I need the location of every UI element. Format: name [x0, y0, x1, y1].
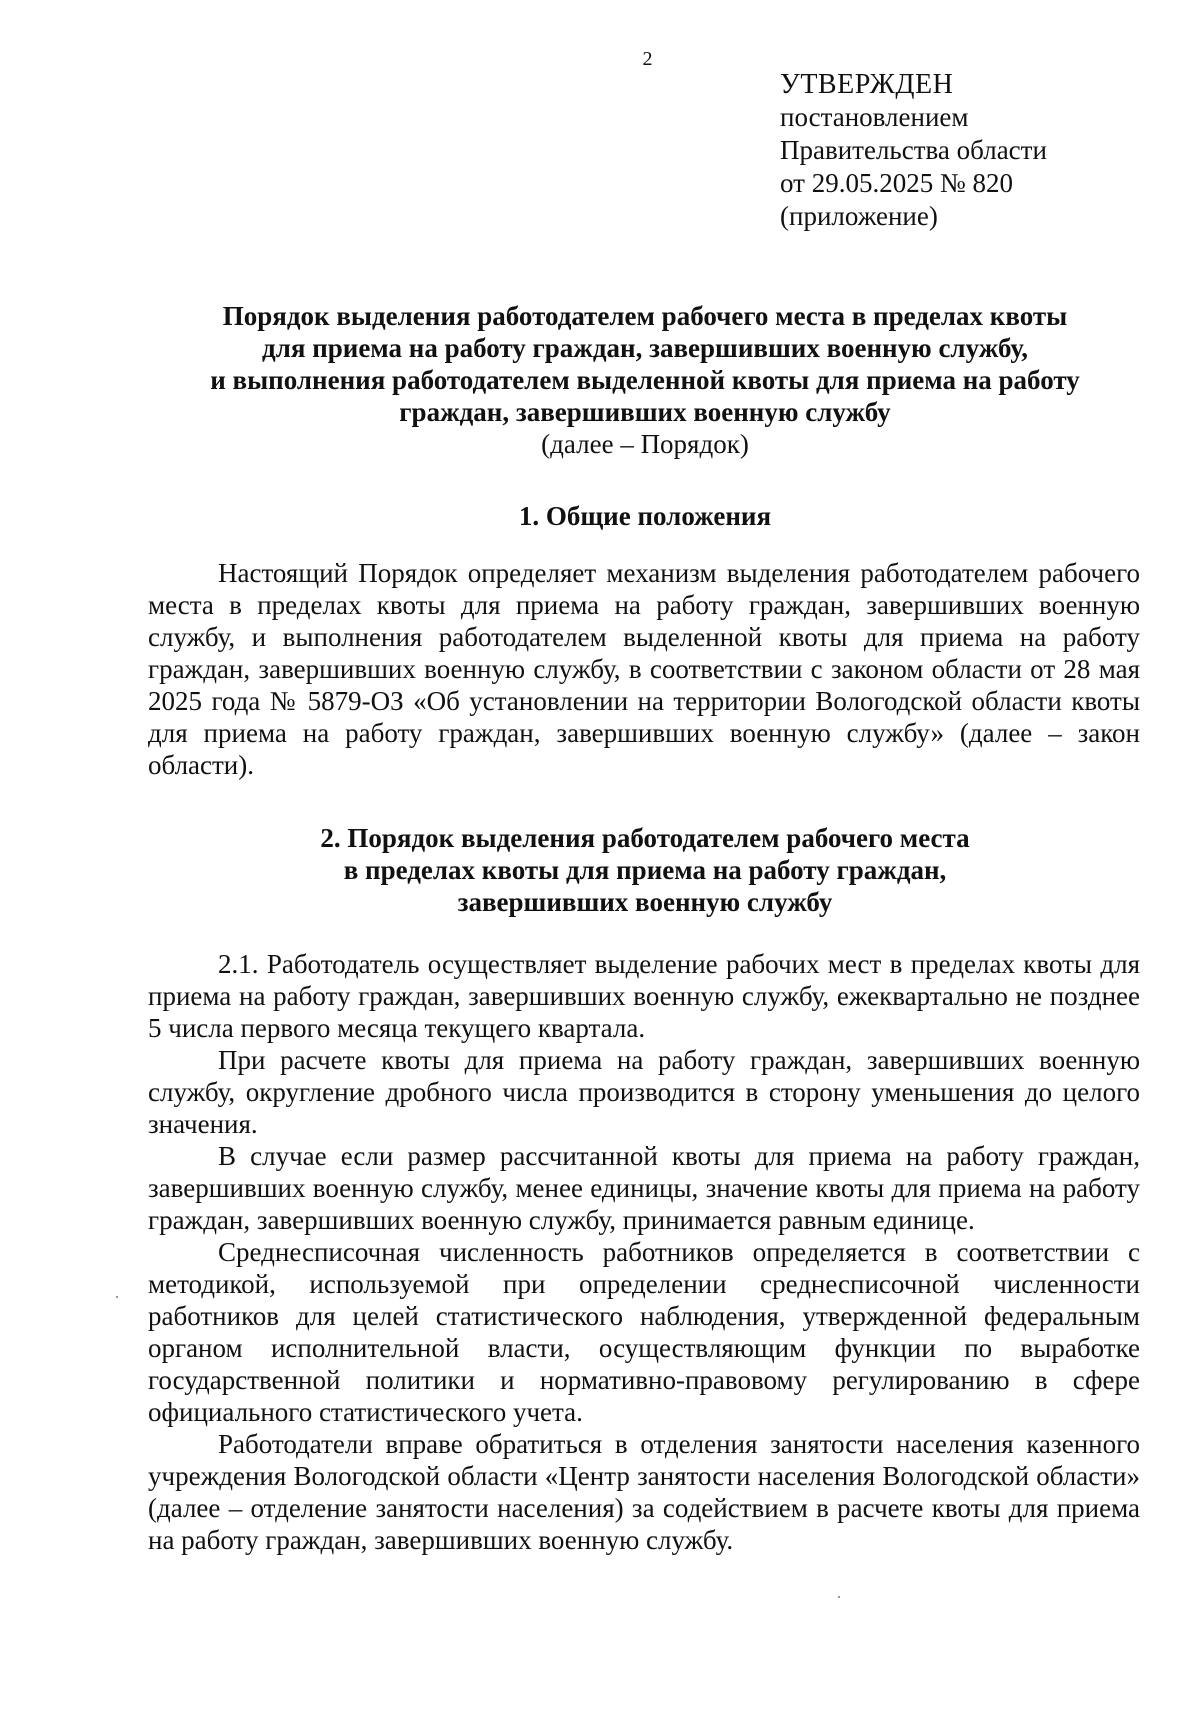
paragraph-2-1: 2.1. Работодатель осуществляет выделение рабочих мест в пределах квоты для приема на работу граждан, завершивших военную службу, ежеквартально не позднее 5 числа первого месяца текущего квартала. [148, 949, 1140, 1043]
approval-line: (приложение) [780, 201, 938, 231]
approval-stamp [780, 68, 1047, 233]
title-line: для приема на работу граждан, завершивших военную службу, [262, 333, 1028, 363]
section-1-heading: 1. Общие положения [518, 501, 772, 531]
page-number: 2 [642, 48, 653, 70]
title-line: и выполнения работодателем выделенной квоты для приема на работу [210, 365, 1080, 395]
section-1-paragraph: Настоящий Порядок определяет механизм выделения работодателем рабочего места в пределах квоты для приема на работу граждан, завершивших военную службу, и выполнения работодателем выделенной квоты для приема на работу граждан, завершивших военную службу, в соответствии с законом области от 28 мая 2025 года № 5879-ОЗ «Об установлении на территории Вологодской области квоты для приема на работу граждан, завершивших военную службу» (далее – закон области). [148, 558, 1140, 780]
section-2-heading-line: завершивших военную службу [457, 887, 833, 917]
scan-speck [116, 1296, 118, 1298]
title-line: Порядок выделения работодателем рабочего места в пределах квоты [222, 301, 1068, 331]
section-2-heading [150, 822, 1140, 918]
approval-date-number: от 29.05.2025 № 820 [780, 168, 1013, 198]
title-line: граждан, завершивших военную службу [399, 397, 891, 427]
paragraph-min-quota: В случае если размер рассчитанной квоты для приема на работу граждан, завершивших военную службу, менее единицы, значение квоты для приема на работу граждан, завершивших военную службу, принимается равным единице. [148, 1141, 1140, 1235]
approval-line: Правительства области [780, 135, 1047, 165]
section-2-heading-line: в пределах квоты для приема на работу граждан, [343, 855, 947, 885]
approval-line: постановлением [780, 102, 969, 132]
paragraph-employment-centre: Работодатели вправе обратиться в отделения занятости населения казенного учреждения Вологодской области «Центр занятости населения Вологодской области» (далее – отделение занятости населения) за содействием в расчете квоты для приема на работу граждан, завершивших военную службу. [148, 1429, 1140, 1555]
document-title [150, 300, 1140, 460]
approval-heading: УТВЕРЖДЕН [780, 69, 954, 100]
scan-speck [838, 1596, 840, 1598]
paragraph-headcount: Среднесписочная численность работников определяется в соответствии с методикой, используемой при определении среднесписочной численности работников для целей статистического наблюдения, утвержденной федеральным органом исполнительной власти, осуществляющим функции по выработке государственной политики и нормативно-правовому регулированию в сфере официального статистического учета. [148, 1237, 1140, 1427]
title-subtitle: (далее – Порядок) [541, 429, 749, 459]
paragraph-rounding: При расчете квоты для приема на работу граждан, завершивших военную службу, округление дробного числа производится в сторону уменьшения до целого значения. [148, 1045, 1140, 1139]
section-2-heading-line: 2. Порядок выделения работодателем рабочего места [320, 823, 970, 853]
